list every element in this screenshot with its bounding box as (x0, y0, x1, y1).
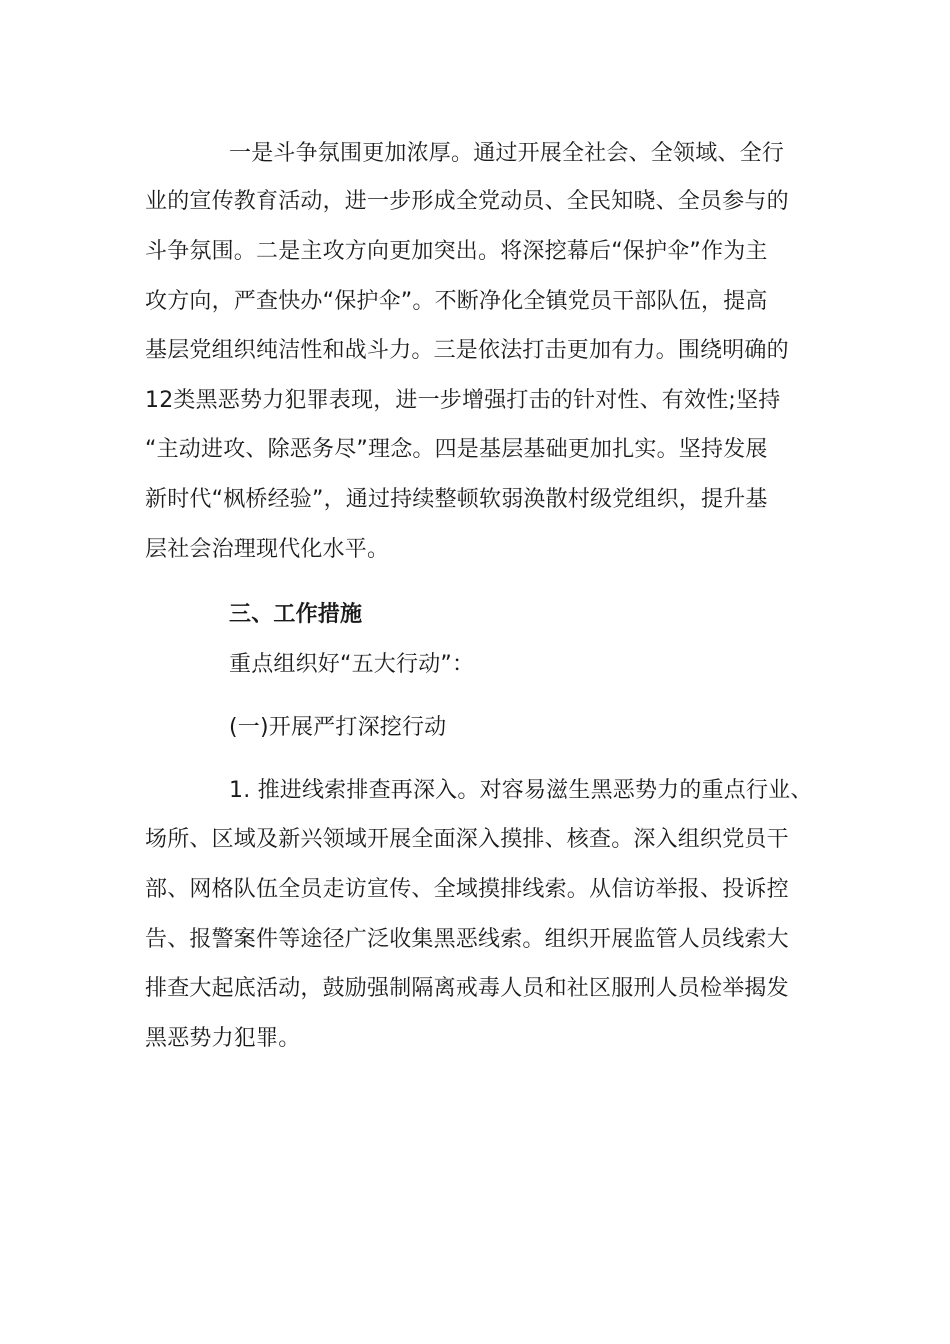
paragraph-1-line-3: 斗争氛围。二是主攻方向更加突出。将深挖幕后“保护伞”作为主 (145, 239, 768, 264)
section-heading: 三、工作措施 (229, 602, 363, 627)
paragraph-2-line-4: 告、报警案件等途径广泛收集黑恶线索。组织开展监管人员线索大 (145, 927, 789, 952)
paragraph-1-line-7: “主动进攻、除恶务尽”理念。四是基层基础更加扎实。坚持发展 (145, 437, 768, 462)
paragraph-1-line-4: 攻方向，严查快办“保护伞”。不断净化全镇党员干部队伍，提高 (145, 289, 768, 314)
intro-line: 重点组织好“五大行动”： (229, 652, 475, 677)
paragraph-2-line-1: 1. 推进线索排查再深入。对容易滋生黑恶势力的重点行业、 (229, 778, 813, 803)
subheading: (一)开展严打深挖行动 (229, 715, 447, 740)
paragraph-1-line-9: 层社会治理现代化水平。 (145, 537, 390, 562)
paragraph-1-line-8: 新时代“枫桥经验”，通过持续整顿软弱涣散村级党组织，提升基 (145, 487, 768, 512)
paragraph-2-line-6: 黑恶势力犯罪。 (145, 1026, 301, 1051)
paragraph-1-line-5: 基层党组织纯洁性和战斗力。三是依法打击更加有力。围绕明确的 (145, 338, 789, 363)
paragraph-1-line-2: 业的宣传教育活动，进一步形成全党动员、全民知晓、全员参与的 (145, 189, 789, 214)
paragraph-1-line-6: 12类黑恶势力犯罪表现，进一步增强打击的针对性、有效性;坚持 (145, 388, 781, 413)
paragraph-2-line-5: 排查大起底活动，鼓励强制隔离戒毒人员和社区服刑人员检举揭发 (145, 976, 789, 1001)
paragraph-2-line-2: 场所、区域及新兴领域开展全面深入摸排、核查。深入组织党员干 (145, 827, 789, 852)
paragraph-1-line-1: 一是斗争氛围更加浓厚。通过开展全社会、全领域、全行 (229, 141, 785, 166)
paragraph-2-line-3: 部、网格队伍全员走访宣传、全域摸排线索。从信访举报、投诉控 (145, 877, 789, 902)
